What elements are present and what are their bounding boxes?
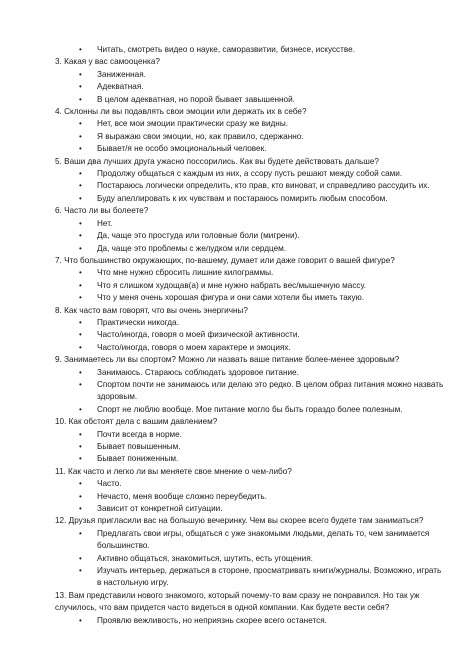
option-list	[55, 528, 444, 590]
question-list	[55, 56, 444, 627]
option-text: Нечасто, меня вообще сложно переубедить.	[97, 491, 267, 501]
list-item	[55, 615, 444, 627]
question-text: 13. Вам представили нового знакомого, который почему-то вам сразу не понравился. Но так уж случилось, что вам придется часто видеться в одной компании. Как будете вести себя?	[55, 590, 420, 613]
list-item	[55, 379, 444, 404]
bullet-icon: •	[79, 169, 82, 179]
list-item	[55, 280, 444, 292]
option-list	[55, 69, 444, 106]
option-list	[55, 317, 444, 354]
option-list	[55, 429, 444, 466]
question-text: 10. Как обстоят дела с вашим давлением?	[55, 417, 218, 427]
list-item	[55, 565, 444, 590]
question-block	[55, 255, 444, 305]
option-text: Спортом почти не занимаюсь или делаю это редко. В целом образ питания можно назвать здоровым.	[97, 379, 444, 402]
list-item	[55, 478, 444, 490]
list-item	[55, 491, 444, 503]
option-text: Бывает/я не особо эмоциональный человек.	[97, 144, 267, 154]
list-item	[55, 218, 444, 230]
bullet-icon: •	[79, 429, 82, 439]
list-item	[55, 94, 444, 106]
question-block	[55, 305, 444, 355]
question-block	[55, 590, 444, 627]
list-item	[55, 453, 444, 465]
question-text: 5. Ваши два лучших друга ужасно поссорились. Как вы будете действовать дальше?	[55, 156, 379, 166]
list-item	[55, 243, 444, 255]
bullet-icon: •	[79, 144, 82, 154]
option-text: Активно общаться, знакомиться, шутить, есть угощения.	[97, 553, 313, 563]
question-block	[55, 515, 444, 589]
list-item	[55, 267, 444, 279]
list-item	[55, 69, 444, 81]
bullet-icon: •	[79, 268, 82, 278]
question-block	[55, 354, 444, 416]
option-text: Предлагать свои игры, общаться с уже знакомыми людьми, делать то, чем занимается большинство.	[97, 528, 430, 551]
list-item	[55, 553, 444, 565]
bullet-icon: •	[79, 504, 82, 514]
list-item	[55, 429, 444, 441]
question-block	[55, 56, 444, 106]
bullet-icon: •	[79, 69, 82, 79]
option-text: Что я слишком худощав(а) и мне нужно набрать вес/мышечную массу.	[97, 280, 367, 290]
question-text: 11. Как часто и легко ли вы меняете свое мнение о чем-либо?	[55, 466, 292, 476]
option-text: Занимаюсь. Стараюсь соблюдать здоровое питание.	[97, 367, 299, 377]
option-text: Заниженная.	[97, 69, 146, 79]
option-text: Нет.	[97, 218, 113, 228]
list-item	[55, 143, 444, 155]
option-list	[55, 118, 444, 155]
option-text: Да, чаще это проблемы с желудком или сердцем.	[97, 243, 287, 253]
option-text: Нет, все мои эмоции практически сразу же видны.	[97, 119, 288, 129]
list-item	[55, 367, 444, 379]
bullet-icon: •	[79, 94, 82, 104]
option-text: Что у меня очень хорошая фигура и они сами хотели бы иметь такую.	[97, 293, 365, 303]
question-text: 9. Занимаетесь ли вы спортом? Можно ли назвать ваше питание более-менее здоровым?	[55, 355, 400, 365]
option-text: Часто.	[97, 479, 122, 489]
list-item	[55, 118, 444, 130]
bullet-icon: •	[79, 379, 82, 389]
option-list	[55, 267, 444, 304]
bullet-icon: •	[79, 293, 82, 303]
question-block	[55, 106, 444, 156]
bullet-icon: •	[79, 442, 82, 451]
option-text: Спорт не люблю вообще. Мое питание могло бы быть гораздо более полезным.	[97, 404, 403, 414]
question-block	[55, 416, 444, 466]
list-item	[55, 404, 444, 416]
option-text: Да, чаще это простуда или головные боли (мигрени).	[97, 231, 300, 241]
option-list	[55, 478, 444, 515]
option-text: Я выражаю свои эмоции, но, как правило, сдержанно.	[97, 131, 304, 141]
bullet-icon: •	[79, 404, 82, 414]
option-text: Часто/иногда, говоря о моей физической активности.	[97, 330, 300, 340]
option-text: Часто/иногда, говоря о моем характере и эмоциях.	[97, 342, 291, 352]
list-item	[55, 329, 444, 341]
bullet-icon: •	[79, 231, 82, 241]
question-block	[55, 205, 444, 255]
question-block	[55, 466, 444, 516]
option-text: Продолжу общаться с каждым из них, а ссору пусть решают между собой сами.	[97, 169, 403, 179]
list-item	[55, 131, 444, 143]
question-text: 4. Склонны ли вы подавлять свои эмоции или держать их в себе?	[55, 107, 307, 117]
bullet-icon: •	[79, 528, 82, 538]
bullet-icon: •	[79, 243, 82, 253]
question-text: 3. Какая у вас самооценка?	[55, 57, 160, 67]
option-text: Зависит от конкретной ситуации.	[97, 504, 223, 514]
bullet-icon: •	[79, 454, 82, 464]
option-text: Практически никогда.	[97, 317, 179, 327]
option-text: Бывает пониженным.	[97, 454, 179, 464]
question-block	[55, 156, 444, 206]
bullet-icon: •	[79, 342, 82, 352]
option-list	[55, 367, 444, 417]
question-text: 7. Что большинство окружающих, по-вашему, думает или даже говорит о вашей фигуре?	[55, 255, 395, 265]
option-list	[55, 615, 444, 627]
bullet-icon: •	[79, 317, 82, 327]
bullet-icon: •	[79, 131, 82, 141]
option-text: Проявлю вежливость, но неприязнь скорее всего останется.	[97, 615, 327, 625]
option-text: Что мне нужно сбросить лишние килограммы.	[97, 268, 274, 278]
bullet-icon: •	[79, 479, 82, 489]
option-text: Адекватная.	[97, 82, 144, 92]
bullet-icon: •	[79, 218, 82, 228]
list-item	[55, 317, 444, 329]
option-text: Буду апеллировать к их чувствам и постараюсь помирить любым способом.	[97, 193, 388, 203]
list-item	[55, 528, 444, 553]
bullet-icon: •	[79, 280, 82, 290]
bullet-icon: •	[79, 119, 82, 129]
option-text: Изучать интерьер, держаться в стороне, просматривать книги/журналы. Возможно, играть в настольную игру.	[97, 566, 442, 588]
option-text: Бывает повышенным.	[97, 442, 181, 451]
bullet-icon: •	[79, 82, 82, 92]
bullet-icon: •	[79, 181, 82, 191]
bullet-icon: •	[79, 491, 82, 501]
bullet-icon: •	[79, 566, 82, 576]
list-item	[55, 180, 444, 192]
question-text: 12. Друзья пригласили вас на большую вечеринку. Чем вы скорее всего будете там заниматься?	[55, 516, 424, 526]
list-item	[55, 230, 444, 242]
bullet-icon: •	[79, 193, 82, 203]
question-text: 6. Часто ли вы болеете?	[55, 206, 149, 216]
option-list	[55, 168, 444, 205]
bullet-icon: •	[79, 367, 82, 377]
list-item	[55, 81, 444, 93]
option-text: Постараюсь логически определить, кто прав, кто виноват, и справедливо рассудить их.	[97, 181, 430, 191]
option-text: В целом адекватная, но порой бывает завышенной.	[97, 94, 295, 104]
bullet-icon: •	[79, 45, 82, 54]
option-text: Читать, смотреть видео о науке, саморазвитии, бизнесе, искусстве.	[97, 45, 355, 54]
option-list	[55, 218, 444, 255]
list-item	[55, 44, 444, 56]
bullet-icon: •	[79, 553, 82, 563]
option-text: Почти всегда в норме.	[97, 429, 182, 439]
list-item	[55, 193, 444, 205]
list-item	[55, 441, 444, 453]
lead-option-list	[55, 44, 444, 56]
list-item	[55, 503, 444, 515]
list-item	[55, 168, 444, 180]
bullet-icon: •	[79, 615, 82, 625]
list-item	[55, 292, 444, 304]
list-item	[55, 342, 444, 354]
bullet-icon: •	[79, 330, 82, 340]
question-text: 8. Как часто вам говорят, что вы очень энергичны?	[55, 305, 248, 315]
